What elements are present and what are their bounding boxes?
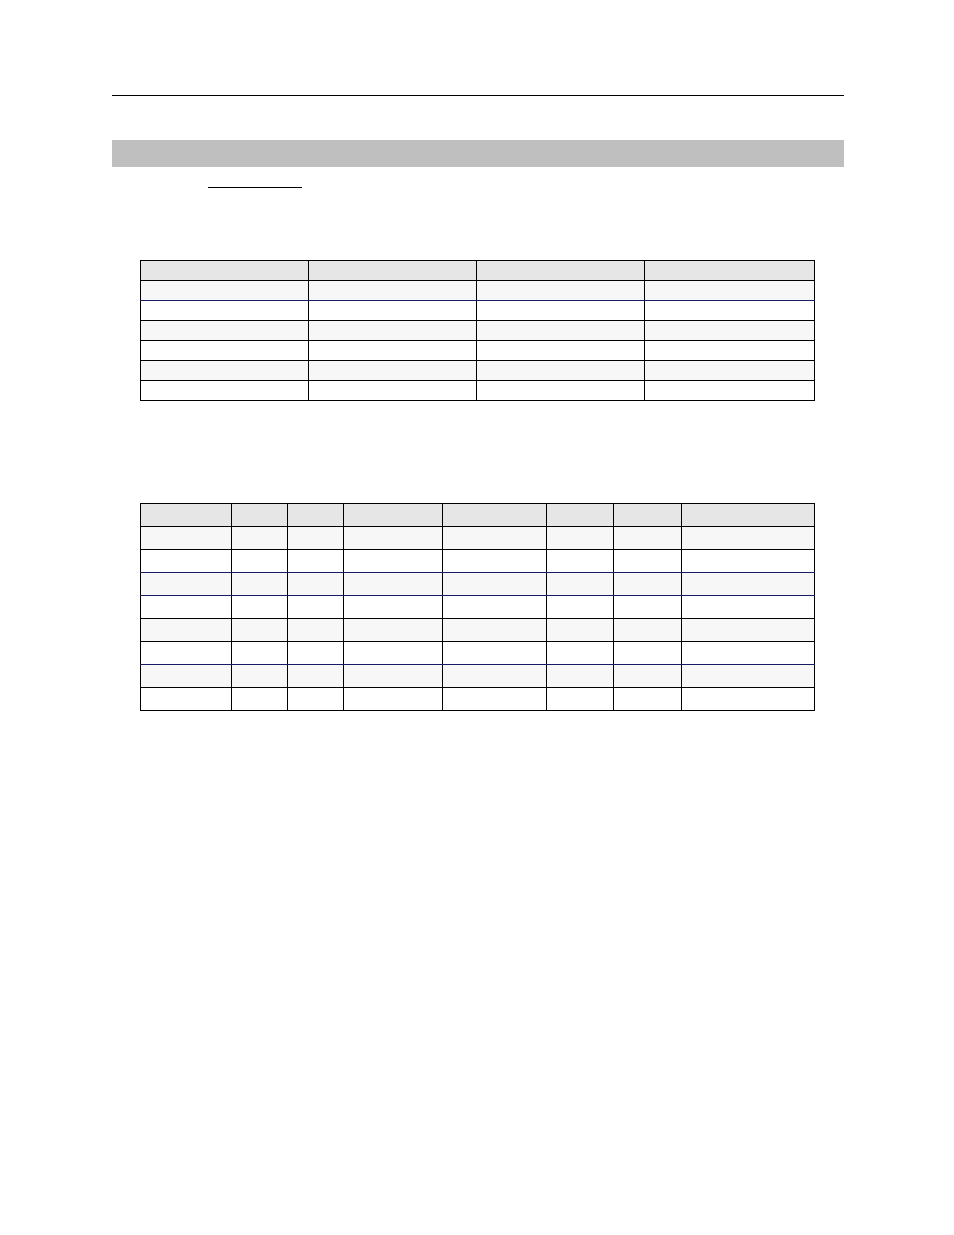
table-cell — [344, 619, 443, 642]
table-row — [141, 688, 815, 711]
table-cell — [645, 321, 815, 341]
table-1-header-cell — [309, 261, 477, 281]
table-cell — [232, 619, 288, 642]
table-2-header-cell — [547, 504, 614, 527]
table-cell — [443, 688, 547, 711]
table-cell — [288, 688, 344, 711]
table-row — [141, 573, 815, 596]
table-cell — [477, 321, 645, 341]
table-row — [141, 665, 815, 688]
table-cell — [682, 665, 815, 688]
table-cell — [682, 573, 815, 596]
table-cell — [141, 381, 309, 401]
page-header-rule — [112, 95, 844, 96]
table-cell — [443, 619, 547, 642]
table-row — [141, 619, 815, 642]
table-row — [141, 321, 815, 341]
table-cell — [288, 665, 344, 688]
table-cell — [141, 361, 309, 381]
table-cell — [141, 301, 309, 321]
table-cell — [141, 688, 232, 711]
table-1-header-row — [141, 261, 815, 281]
table-cell — [309, 321, 477, 341]
table-2-header-cell — [682, 504, 815, 527]
table-cell — [614, 665, 682, 688]
table-cell — [309, 341, 477, 361]
table-cell — [682, 642, 815, 665]
table-cell — [309, 281, 477, 301]
table-cell — [477, 341, 645, 361]
table-cell — [288, 642, 344, 665]
table-cell — [645, 361, 815, 381]
table-cell — [547, 596, 614, 619]
table-cell — [547, 550, 614, 573]
table-cell — [614, 573, 682, 596]
table-2-header-row — [141, 504, 815, 527]
table-2-header-cell — [443, 504, 547, 527]
table-cell — [477, 361, 645, 381]
table-row — [141, 301, 815, 321]
table-cell — [443, 596, 547, 619]
table-2-header-cell — [614, 504, 682, 527]
table-cell — [547, 665, 614, 688]
table-cell — [344, 688, 443, 711]
table-cell — [645, 301, 815, 321]
table-row — [141, 381, 815, 401]
table-cell — [682, 688, 815, 711]
table-cell — [443, 527, 547, 550]
table-cell — [682, 596, 815, 619]
table-row — [141, 341, 815, 361]
table-cell — [141, 550, 232, 573]
table-cell — [232, 596, 288, 619]
table-cell — [614, 550, 682, 573]
table-cell — [344, 642, 443, 665]
table-cell — [344, 527, 443, 550]
table-cell — [614, 527, 682, 550]
table-cell — [344, 550, 443, 573]
table-1-header-cell — [645, 261, 815, 281]
table-cell — [547, 619, 614, 642]
table-row — [141, 281, 815, 301]
table-1-header-cell — [477, 261, 645, 281]
table-cell — [141, 321, 309, 341]
table-cell — [547, 527, 614, 550]
table-cell — [344, 665, 443, 688]
table-row — [141, 550, 815, 573]
section-heading-bar — [112, 140, 844, 167]
table-cell — [477, 281, 645, 301]
table-cell — [547, 688, 614, 711]
table-2 — [140, 503, 815, 711]
table-cell — [614, 688, 682, 711]
table-2-header-cell — [141, 504, 232, 527]
table-cell — [141, 642, 232, 665]
table-cell — [614, 596, 682, 619]
table-cell — [232, 642, 288, 665]
table-cell — [309, 381, 477, 401]
table-cell — [477, 301, 645, 321]
table-cell — [344, 596, 443, 619]
table-cell — [288, 619, 344, 642]
table-cell — [232, 550, 288, 573]
table-2-header-cell — [232, 504, 288, 527]
table-cell — [645, 341, 815, 361]
table-1-header-cell — [141, 261, 309, 281]
table-row — [141, 642, 815, 665]
table-cell — [288, 527, 344, 550]
table-cell — [443, 550, 547, 573]
table-cell — [443, 642, 547, 665]
table-cell — [309, 361, 477, 381]
table-2-header-cell — [344, 504, 443, 527]
table-cell — [141, 527, 232, 550]
table-cell — [443, 573, 547, 596]
table-cell — [614, 619, 682, 642]
table-row — [141, 596, 815, 619]
table-cell — [141, 665, 232, 688]
table-cell — [232, 573, 288, 596]
table-cell — [232, 688, 288, 711]
table-cell — [547, 642, 614, 665]
table-cell — [288, 550, 344, 573]
table-cell — [682, 550, 815, 573]
table-row — [141, 527, 815, 550]
table-cell — [232, 527, 288, 550]
underlined-link[interactable] — [208, 187, 302, 188]
table-cell — [682, 527, 815, 550]
table-cell — [141, 619, 232, 642]
table-cell — [682, 619, 815, 642]
table-row — [141, 361, 815, 381]
table-2-header-cell — [288, 504, 344, 527]
table-cell — [309, 301, 477, 321]
table-cell — [645, 381, 815, 401]
table-cell — [344, 573, 443, 596]
table-cell — [141, 596, 232, 619]
table-cell — [141, 281, 309, 301]
table-cell — [141, 573, 232, 596]
table-cell — [547, 573, 614, 596]
table-cell — [288, 573, 344, 596]
table-cell — [443, 665, 547, 688]
table-1 — [140, 260, 815, 401]
table-cell — [288, 596, 344, 619]
table-cell — [614, 642, 682, 665]
table-cell — [477, 381, 645, 401]
table-cell — [141, 341, 309, 361]
table-cell — [645, 281, 815, 301]
table-cell — [232, 665, 288, 688]
